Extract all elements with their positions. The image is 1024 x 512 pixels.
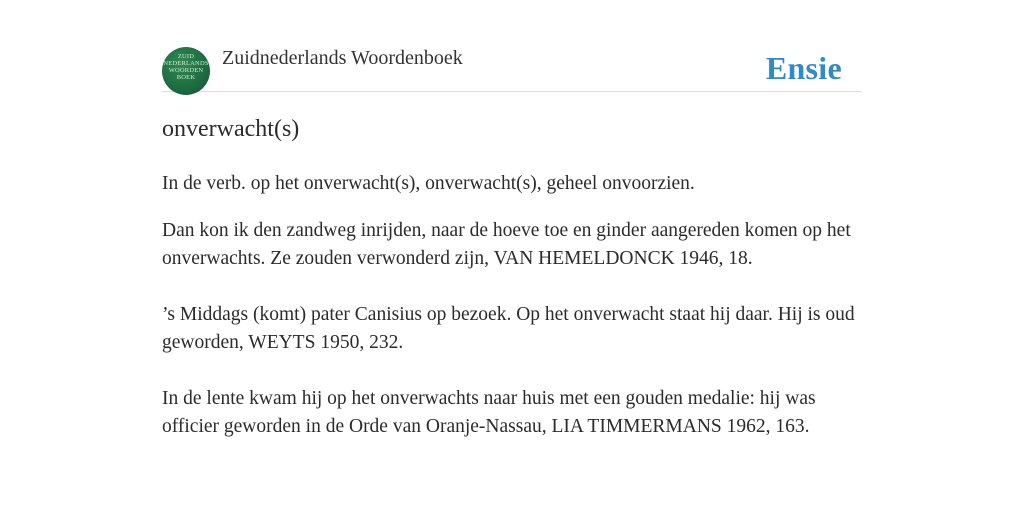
ensie-brand-logo[interactable]: Ensie [765,50,842,86]
site-title[interactable]: Zuidnederlands Woordenboek [222,47,463,69]
example-quote: ’s Middags (komt) pater Canisius op bezoek. Op het onverwacht staat hij daar. Hij is oud geworden, WEYTS 1950, 232. [162,304,855,353]
dictionary-logo[interactable] [162,47,210,95]
example-list [162,217,862,469]
example-quote: Dan kon ik den zandweg inrijden, naar de hoeve toe en ginder aangereden komen op het onverwachts. Ze zouden verwonderd zijn, VAN HEMELDONCK 1946, 18. [162,220,851,269]
entry-card [162,46,862,437]
logo-lettering: ZUID NEDERLANDS WOORDEN BOEK [163,53,209,81]
page-title: onverwacht(s) [162,116,300,142]
definition-text: In de verb. op het onverwacht(s), onverwacht(s), geheel onvoorzien. [162,173,695,194]
example-quote: In de lente kwam hij op het onverwachts naar huis met een gouden medalie: hij was officier geworden in de Orde van Oranje-Nassau, LIA TIMMERMANS 1962, 163. [162,388,816,437]
site-header [162,46,862,92]
